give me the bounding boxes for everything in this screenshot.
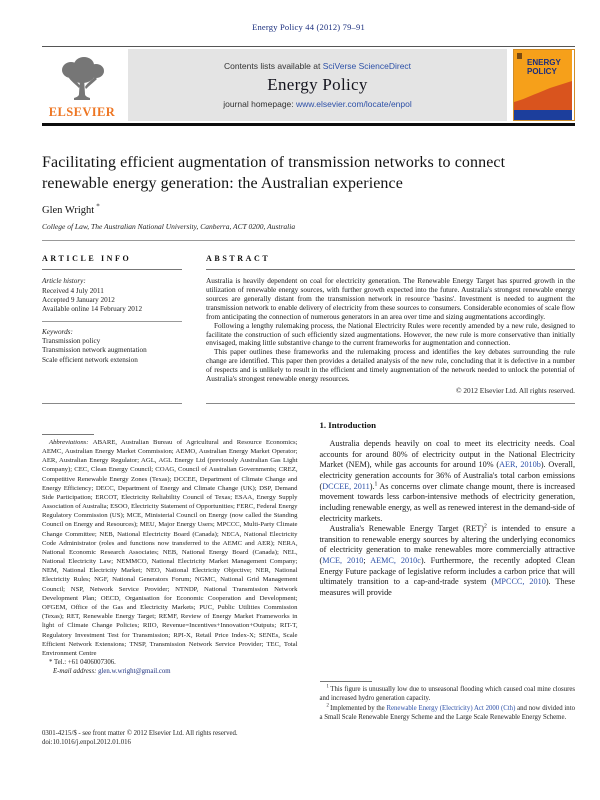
doi-line: doi:10.1016/j.enpol.2012.01.016 [42, 739, 131, 747]
history-keywords-divider [42, 321, 182, 322]
reference-link-dccee-2011[interactable]: DCCEE, 2011 [322, 481, 370, 491]
journal-cover-thumbnail[interactable] [513, 49, 575, 121]
keyword-3: Scale efficient network extension [42, 355, 138, 364]
reference-link-mce-2010[interactable]: MCE, 2010 [322, 556, 364, 566]
corresponding-author-mark: * [96, 202, 100, 211]
footnote-1: $^1$ This figure is unusually low due to unseasonal flooding which caused coal mine closures and increased hydro generation capacity. [319, 684, 576, 703]
journal-cover-art [514, 50, 572, 120]
cover-mini-icon [517, 53, 522, 59]
keywords-label: Keywords: [42, 327, 73, 336]
cover-title-line2: POLICY [527, 67, 557, 76]
abstract-paragraph-3: This paper outlines these frameworks and the rulemaking process and identifies the key debates surrounding the rule change are identified. This paper then provides a detailed analysis of the new rule, concluding that it is defective in a number of respects and is unlikely to result in the efficient and timely augmentation of the network needed to unlock the potential of Australia's strongest renewable energy resources. [206, 347, 575, 384]
reference-link-mpccc-2010[interactable]: MPCCC, 2010 [494, 577, 546, 587]
right-column-spacer [320, 599, 576, 681]
abbreviations-footnote: Abbreviations: ABARE, Australian Bureau of Agricultural and Resource Economics; AEMC, Australian Energy Market Commission; AEMO, Australian Energy Market Operator; AER, Australian Energy Regulator; AGL, AGL Energy Ltd (previously Australian Gas Light Company); CEC, Clean Energy Council; COAG, Council of Australian Governments; CREZ, Competitive Renewable Energy Zones (Texas); DCCEE, Department of Climate Change and Energy Efficiency; DECC, Department of Energy and Climate Change (UK); DSP, Demand Side Participation; ERCOT, Electricity Reliability Council of Texas; ESAA, Energy Supply Association of Australia; ESOO, Electricity Statement of Opportunities; FERC, Federal Energy Regulatory Commission (US); MCE, Ministerial Council on Energy (now called the Standing Council on Energy and Resources); MEU, Major Energy Users; MPCCC, Multi-Party Climate Change Committee; NEB, National Electricity Board (Canada); NECA, National Electricity Code Administrator (roles and functions now transferred to the AEMC and AER); NERA, National Economic Research Associates; NEB, National Energy Board (Canada); NEL, National Electricity Law; NEMMCO, National Electricity Market Management Company; NEM, National Electricity Market; NEO, National Electricity Objective; NER, National Electricity Rules; NGF, National Generators Forum; NGMC, National Grid Management Council; NSP, Network Service Provider; NTNDP, National Transmission Network Development Plan; OECD, Organisation for Economic Cooperation and Development; OFGEM, Office of the Gas and Electricity Markets; PUC, Public Utilities Commission (Texas); RET, Renewable Energy Target; REMF, Review of Energy Market Frameworks in light of Climate Change Policies; RIIO, Revenue=Incentives+Innovation+Outputs; RIT-T, Regulatory Investment Test for Transmission; RPI-X, Retail Price Index-X; SENEs, Scale Efficient Network Extensions; TNSP, Transmission Network Service Provider; TEC, Total Environment Centre [42, 438, 298, 657]
email-footnote: E-mail address: glen.w.wright@gmail.com [53, 668, 171, 676]
contents-line [224, 61, 411, 71]
keyword-1: Transmission policy [42, 337, 101, 346]
sciverse-sciencedirect-link[interactable]: SciVerse ScienceDirect [322, 61, 412, 71]
abbreviations-divider [42, 434, 94, 435]
abstract-column [206, 241, 575, 404]
journal-header-banner [42, 49, 575, 121]
abstract-paragraph-2: Following a lengthy rulemaking process, the National Electricity Rules were recently amended by a new rule, designed to facilitate the construction of such efficiently sized augmentations. However, the new rule is more conservative than initially envisaged, making little substantive change to the current frameworks for augmentation and connection. [206, 320, 575, 348]
journal-homepage-link[interactable]: www.elsevier.com/locate/enpol [296, 99, 412, 109]
article-info-column [42, 241, 182, 404]
abstract-heading: ABSTRACT [206, 254, 575, 270]
homepage-line [223, 99, 412, 109]
footnote-2: $^2$ Implemented by the Renewable Energy (Electricity) Act 2000 (Cth) and now divided into a Small Scale Renewable Energy Scheme and the Large Scale Renewable Energy Scheme. [319, 703, 575, 721]
author-line [42, 202, 575, 217]
reference-link-aer-2010b[interactable]: AER, 2010b [499, 460, 541, 470]
cover-bottom-stripe [514, 110, 572, 120]
contents-line-text: Contents lists available at [223, 61, 323, 71]
article-title: Facilitating efficient augmentation of transmission networks to connect renewable energy generation: the Australian experience [42, 154, 506, 193]
author-affiliation: College of Law, The Australian National University, Canberra, ACT 0200, Australia [42, 222, 296, 232]
homepage-label: journal homepage: [223, 99, 296, 109]
intro-paragraph-1: Australia depends heavily on coal to meet its electricity needs. Coal accounts for around 80% of electricity output in the National Electricity Market (NEM), while gas accounts for around 10% (AER, 2010b). Overall, electricity generation accounts for 36% of Australia's total carbon emissions (DCCEE, 2011).$^1$ As concerns over climate change mount, there is increased movement towards less carbon-intensive methods of electricity generation, including renewable energy, as well as renewed interest in the demand-side of electricity markets. [319, 438, 575, 523]
left-column-spacer [42, 676, 298, 729]
journal-name: Energy Policy [267, 75, 368, 94]
left-column-footnotes [42, 420, 298, 772]
cover-title-line1: ENERGY [527, 58, 561, 67]
history-available-online: Available online 14 February 2012 [42, 305, 143, 314]
elsevier-wordmark: ELSEVIER [48, 105, 116, 119]
author-name: Glen Wright [42, 205, 95, 217]
banner-center-panel [128, 49, 507, 121]
legislation-link-renewable-energy-act[interactable]: Renewable Energy (Electricity) Act 2000 (Cth) [386, 704, 516, 712]
reference-link-aemc-2010c[interactable]: AEMC, 2010c [370, 556, 421, 566]
article-body [42, 420, 575, 772]
history-accepted: Accepted 9 January 2012 [42, 295, 115, 304]
right-column-introduction [320, 420, 576, 772]
telephone-footnote: * Tel.: +61 0406007306. [49, 659, 116, 667]
elsevier-logo[interactable] [42, 49, 122, 121]
article-info-heading: ARTICLE INFO [42, 254, 182, 270]
introduction-heading: 1. Introduction [319, 419, 377, 430]
history-received: Received 4 July 2011 [42, 286, 104, 295]
journal-banner-wrap [42, 46, 575, 126]
article-history-label: Article history: [42, 277, 86, 286]
intro-paragraph-2: Australia's Renewable Energy Target (RET)$^2$ is intended to ensure a transition to renewable energy sources by altering the underlying economics of electricity generation to make renewables more commercially attractive (MCE, 2010; AEMC, 2010c). Furthermore, the recently adopted Clean Energy Future package of legislative reform includes a carbon price that will ultimately transition to a cap-and-trade system (MPCCC, 2010). These measures will provide [319, 523, 576, 598]
elsevier-tree-icon [56, 56, 108, 104]
issn-copyright-line: 0301-4215/$ - see front matter © 2012 Elsevier Ltd. All rights reserved. [42, 729, 238, 737]
journal-citation: Energy Policy 44 (2012) 79–91 [252, 22, 365, 32]
keyword-2: Transmission network augmentation [42, 346, 147, 355]
copyright-line: © 2012 Elsevier Ltd. All rights reserved. [455, 385, 575, 395]
email-link[interactable]: glen.w.wright@gmail.com [98, 668, 171, 676]
header-divider [42, 123, 575, 126]
article-meta-section [42, 241, 575, 404]
abstract-paragraph-1: Australia is heavily dependent on coal for electricity generation. The Renewable Energy Target has spurred growth in the utilization of renewable energy sources, with further growth expected into the future. Australia's strongest renewable energy sources are generally distant from the transmission network in resource 'basins'. Investment is needed to augment the transmission network to enable delivery of electricity from these sources to consumers. Considerable economies of scale flow from anticipating the connection of numerous generators in an area over time and sizing augmentations accordingly. [206, 276, 575, 321]
footnotes-divider [320, 681, 372, 682]
